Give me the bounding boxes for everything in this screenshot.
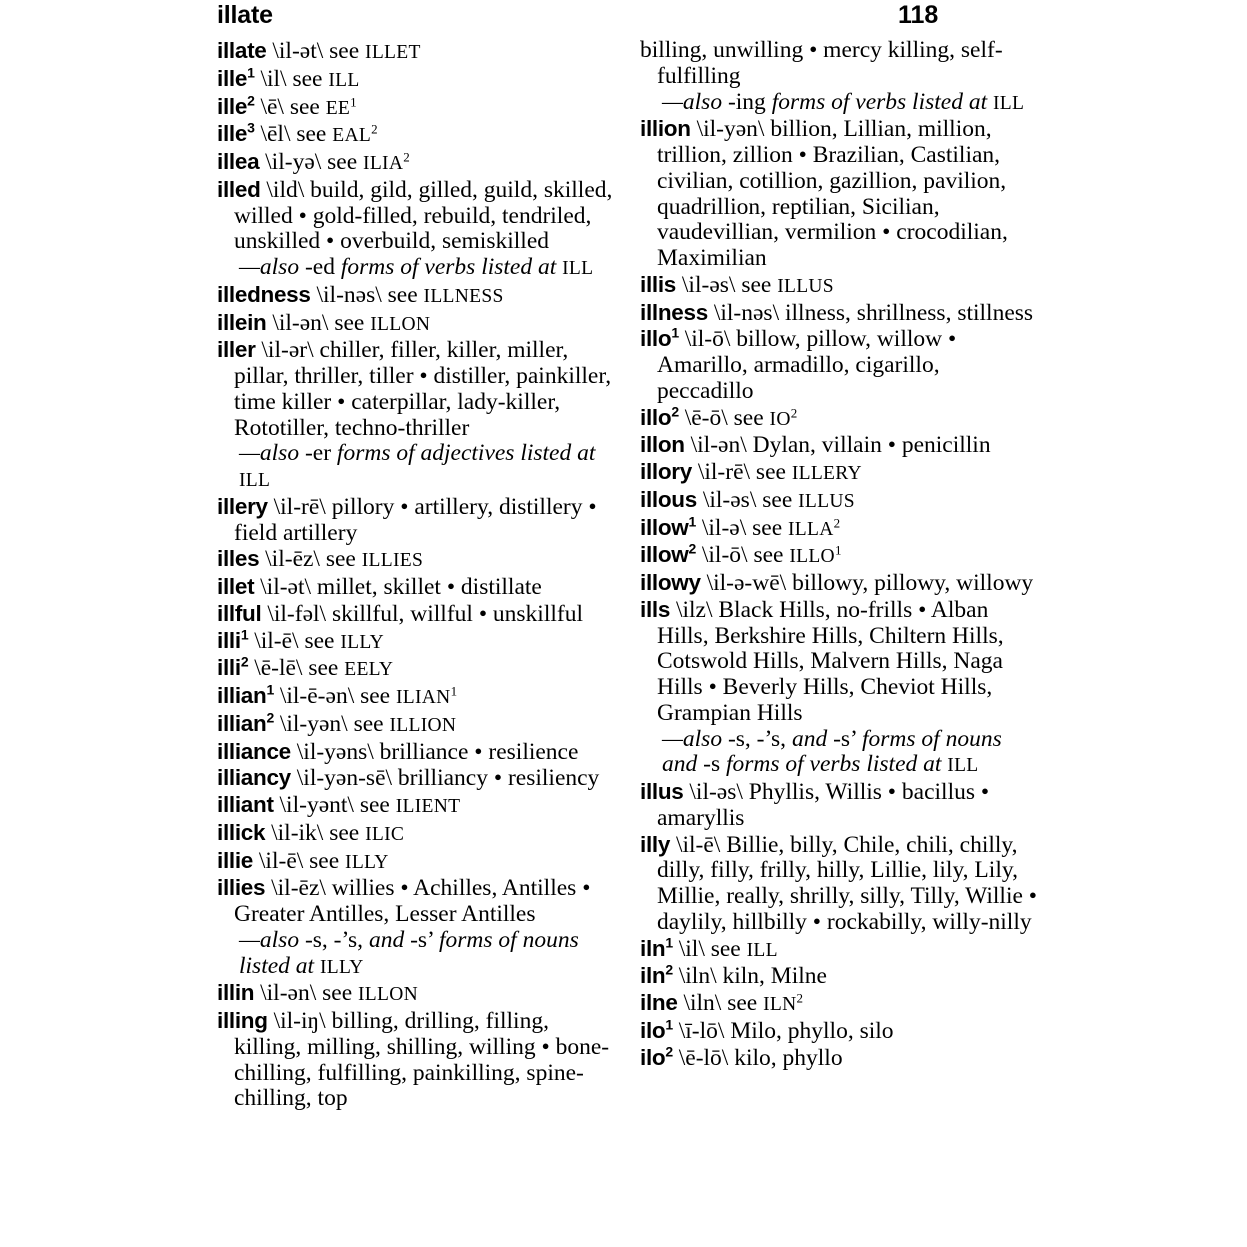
entry-headword: ille$^1$ [217,64,255,91]
dictionary-entry [217,875,617,980]
pronunciation: \il-fəl\ [267,600,327,627]
entry-headword: illiancy [217,765,291,791]
cross-reference[interactable]: EELY [344,659,394,681]
cross-reference[interactable]: ILL [239,470,271,491]
rhyme-list: skillful, willful • unskillful [326,600,584,627]
also-text: —also [662,88,728,115]
dictionary-entry: ille$^1$ \il\ see ILL [217,64,360,92]
also-note [239,441,617,494]
rhyme-list: kilo, phyllo [728,1044,843,1071]
headword-superscript: 2 [266,709,274,726]
rhyme-list: pillory • artillery, distillery • field artillery [234,493,597,546]
rhyme-list: billion, Lillian, million, trillion, zillion • Brazilian, Castilian, civilian, cotillion, gazillion, pavilion, quadrillion, reptilian, Sicilian, vaudevillian, vermilion • crocodilian, Maximilian [657,116,1008,271]
dictionary-entry [217,765,617,792]
column-left [217,38,617,1112]
headword-superscript: 3 [247,119,255,136]
cross-reference[interactable]: ILLERY [791,463,862,484]
pronunciation: \il-ən\ [260,980,317,1007]
dictionary-entry [640,116,1040,272]
dictionary-entry [640,300,1040,327]
pronunciation: \ē-lō\ [678,1044,729,1071]
pronunciation: \iln\ [678,963,717,990]
pronunciation: \il-ət\ [272,38,324,64]
cross-reference-superscript: 2 [833,515,841,530]
cross-reference[interactable]: ILLIES [361,550,424,572]
entry-headword: illian$^2$ [217,709,274,736]
headword-superscript: 1 [240,626,249,642]
rhyme-list: build, gild, gilled, guild, skilled, willed • gold-filled, rebuild, tendriled, unskilled • overbuild, semiskilled [234,176,613,255]
dictionary-entry: illes \il-ēz\ see ILLIES [217,546,424,573]
pronunciation: \iln\ [683,990,722,1016]
pronunciation: \ē\ [260,93,284,120]
also-note [662,90,1040,117]
pronunciation: \il-ō\ [684,326,731,353]
dictionary-entry: illi$^2$ \ē-lē\ see EELY [217,653,394,682]
pronunciation: \il-ə\ [701,514,747,541]
dictionary-entry [217,574,617,601]
dictionary-entry [640,432,1040,459]
dictionary-entry: illein \il-ən\ see ILLON [217,309,431,336]
headword-superscript: 2 [665,1043,673,1059]
rhyme-list: millet, skillet • distillate [311,574,542,600]
dictionary-entry: iln$^1$ \il\ see ILL [640,934,778,962]
entry-headword: illi$^2$ [217,653,249,681]
entry-headword: illis [640,271,677,297]
entry-headword: illed [217,176,261,202]
dictionary-entry [640,779,1040,832]
rhyme-list: chiller, filler, killer, miller, pillar, thriller, tiller • distiller, painkiller, time killer • caterpillar, lady-killer, Rototiller, techno-thriller [234,337,612,441]
dictionary-entry [217,1008,617,1112]
cross-reference[interactable]: ILLON [370,313,431,335]
cross-reference[interactable]: ILIA$^2$ [363,149,411,174]
cross-reference[interactable]: ILLY [319,956,364,978]
cross-reference[interactable]: $IO^2$ [769,405,798,430]
dictionary-entry [640,832,1040,936]
pronunciation: \il-yənt\ [279,792,354,818]
pronunciation: \il-əs\ [681,271,736,298]
also-note [662,727,1040,780]
dictionary-entry: illian$^1$ \il-ē-ən\ see ILIAN$^1$ [217,681,458,709]
rhyme-list: illness, shrillness, stillness [779,299,1034,326]
dictionary-entry [640,570,1040,597]
also-text: forms of nouns listed at [239,926,579,979]
cross-reference-superscript: 1 [834,542,842,558]
entry-headword: illow$^2$ [640,540,696,568]
pronunciation: \il-ē-ən\ [279,683,355,709]
cross-reference[interactable]: ILLO$^1$ [789,542,842,568]
entry-headword: iln$^1$ [640,934,673,961]
dictionary-entry: illedness \il-nəs\ see ILLNESS [217,281,504,308]
cross-reference[interactable]: ILIAN$^1$ [396,683,458,708]
also-text: forms of verbs listed at [725,751,948,778]
pronunciation: \il-nəs\ [713,299,780,326]
rhyme-list: billing, drilling, filling, killing, milling, shilling, willing • bone-chilling, fulfilling, painkilling, spine-chilling, top [234,1008,610,1112]
headword-superscript: 2 [247,92,255,108]
also-text: forms of adjectives listed at [336,440,596,467]
entry-headword: illin [217,980,255,1006]
cross-reference-superscript: 1 [350,94,357,109]
rhyme-list: Milo, phyllo, silo [724,1017,894,1044]
pronunciation: \il-ēz\ [271,875,326,902]
dictionary-entry: illick \il-ik\ see ILIC [217,819,405,846]
cross-reference[interactable]: ILL [562,258,594,279]
pronunciation: \il-ē\ [254,627,299,654]
rhyme-list: Black Hills, no-frills • Alban Hills, Berkshire Hills, Chiltern Hills, Cotswold Hills, Malvern Hills, Naga Hills • Beverly Hills, Cheviot Hills, Grampian Hills [657,596,1004,726]
entry-headword: illate [217,38,267,63]
entry-headword: illery [217,493,268,519]
dictionary-entry: ille$^2$ \ē\ see $EE^1$ [217,92,357,120]
entry-headword: illo$^1$ [640,324,679,352]
suffix-token: -s’ [833,725,862,752]
also-text: and [791,725,834,752]
dictionary-entry [640,963,1040,990]
dictionary-entry: illea \il-yə\ see ILIA$^2$ [217,149,411,175]
suffix-token: -ing [727,88,772,115]
dictionary-entry [217,739,617,766]
pronunciation: \il-yən-sē\ [296,765,393,792]
cross-reference[interactable]: ILL [746,939,778,961]
pronunciation: \il-rē\ [697,459,751,485]
entry-headword: ille$^3$ [217,119,255,147]
headword-superscript: 1 [266,681,274,698]
pronunciation: \il-ē\ [258,847,304,874]
pronunciation: \il-yə\ [265,149,322,175]
cross-reference[interactable]: ILLNESS [423,285,504,307]
cross-reference[interactable]: ILL [328,69,360,91]
entry-headword: illian$^1$ [217,681,274,708]
entry-headword: illness [640,299,708,325]
pronunciation: \il-ən\ [272,309,329,336]
entry-headword: illous [640,486,697,512]
pronunciation: \il-əs\ [702,486,757,513]
entry-headword: illi$^1$ [217,626,249,653]
pronunciation: \il-ē\ [675,831,721,858]
cross-reference[interactable]: ILIENT [395,796,461,817]
dictionary-entry [217,494,617,547]
cross-reference-superscript: 1 [450,683,458,699]
pronunciation: \il-yən\ [696,116,765,143]
pronunciation: \il-ik\ [271,819,324,846]
entry-headword: illet [217,574,255,599]
entry-headword: ille$^2$ [217,92,255,119]
pronunciation: \il-ēz\ [265,546,320,573]
entry-headword: illiant [217,792,274,817]
dictionary-entry: illow$^2$ \il-ō\ see ILLO$^1$ [640,540,842,569]
guide-word: illate [217,1,273,29]
cross-reference[interactable]: ILLON [358,984,418,1006]
also-note [239,255,617,282]
pronunciation: \il-əs\ [689,779,743,805]
dictionary-entry [640,1018,1040,1045]
cross-reference-superscript: 2 [796,990,804,1006]
cross-reference[interactable]: EAL$^2$ [332,121,378,147]
rhyme-list: Dylan, villain • penicillin [746,432,991,459]
dictionary-entry: illate \il-ət\ see ILLET [217,38,421,64]
pronunciation: \il-ət\ [260,574,312,600]
pronunciation: \ild\ [266,176,305,203]
entry-headword: illy [640,831,671,857]
entry-headword: illiance [217,738,291,764]
headword-superscript: 1 [665,934,673,950]
pronunciation: \ilz\ [675,596,713,623]
suffix-token: -er [304,440,337,467]
dictionary-entry: illian$^2$ \il-yən\ see ILLION [217,709,457,737]
cross-reference-superscript: 2 [790,405,798,420]
headword-superscript: 1 [688,513,696,529]
pronunciation: \il-yəns\ [296,738,374,765]
rhyme-list: brilliance • resilience [373,738,579,765]
cross-reference[interactable]: ILLET [365,42,421,63]
rhyme-list: kiln, Milne [716,963,827,990]
entry-headword: ilne [640,990,678,1015]
dictionary-entry: illie \il-ē\ see ILLY [217,847,389,874]
rhyme-list: Phyllis, Willis • bacillus • amaryllis [657,779,990,831]
dictionary-entry [640,326,1040,404]
entry-headword: ilo$^2$ [640,1043,673,1070]
entry-headword: illea [217,149,260,174]
dictionary-entry: illo$^2$ \ē-ō\ see $IO^2$ [640,403,798,431]
headword-superscript: 1 [665,1016,673,1033]
cross-reference[interactable]: ILLA$^2$ [788,515,841,540]
entry-headword: iller [217,337,256,363]
entry-headword: iln$^2$ [640,961,673,989]
entry-headword: illick [217,819,266,845]
entry-headword: illon [640,432,685,458]
pronunciation: \il-iŋ\ [273,1008,326,1034]
also-text: forms of verbs listed at [340,254,563,280]
dictionary-entry [217,601,617,628]
running-head [0,0,1247,34]
suffix-token: -s [703,751,726,778]
rhyme-list: billing, unwilling • mercy killing, self-fulfilling [640,37,1003,89]
entry-headword: illion [640,116,691,142]
pronunciation: \ē-ō\ [684,404,728,431]
pronunciation: \ī-lō\ [678,1017,725,1044]
cross-reference[interactable]: ILIC [365,823,405,845]
headword-superscript: 1 [671,324,679,341]
entry-continuation [640,38,1040,116]
entry-headword: illes [217,546,260,572]
also-text: and [368,926,411,953]
dictionary-entry: ilne \iln\ see ILN$^2$ [640,990,804,1016]
dictionary-entry [640,1045,1040,1072]
cross-reference[interactable]: ILL [992,92,1025,114]
pronunciation: \il-ə-wē\ [706,570,787,596]
dictionary-entry: illiant \il-yənt\ see ILIENT [217,792,461,818]
dictionary-entry: illory \il-rē\ see ILLERY [640,459,862,485]
cross-reference[interactable]: ILLION [389,714,457,736]
suffix-token: -s, -’s, [727,725,792,752]
headword-superscript: 2 [240,653,249,670]
suffix-token: -ed [304,254,341,280]
cross-reference[interactable]: ILL [947,755,979,777]
rhyme-list: Billie, billy, Chile, chili, chilly, dilly, filly, frilly, hilly, Lillie, lily, Lily, Millie, really, shrilly, silly, Tilly, Willie • daylily, hillbilly • rockabilly, willy-nilly [657,831,1038,935]
dictionary-entry: illow$^1$ \il-ə\ see ILLA$^2$ [640,513,841,541]
pronunciation: \ē-lē\ [254,655,303,682]
page-number: 118 [898,1,939,29]
dictionary-entry [217,177,617,282]
entry-headword: illful [217,600,262,626]
entry-headword: illie [217,847,254,873]
pronunciation: \il\ [678,935,705,962]
pronunciation: \il-nəs\ [316,281,382,308]
headword-superscript: 2 [671,403,679,419]
dictionary-entry: illous \il-əs\ see ILLUS [640,486,855,513]
pronunciation: \il-ō\ [701,542,748,569]
dictionary-entry [217,337,617,494]
entry-headword: illing [217,1008,268,1033]
dictionary-entry: illis \il-əs\ see ILLUS [640,271,834,298]
rhyme-list: billowy, pillowy, willowy [786,570,1034,596]
pronunciation: \il-yən\ [279,710,348,737]
suffix-token: -s, -’s, [304,926,369,953]
cross-reference-superscript: 2 [371,121,378,137]
pronunciation: \il-ər\ [261,337,314,364]
also-note [239,928,617,981]
also-text: —also [662,725,728,752]
cross-reference[interactable]: ILLUS [777,275,834,297]
suffix-token: -s’ [410,926,439,953]
entry-headword: illow$^1$ [640,513,696,540]
cross-reference-superscript: 2 [403,149,411,165]
pronunciation: \il-ən\ [690,432,747,459]
entry-headword: illory [640,459,692,484]
headword-superscript: 2 [665,961,673,978]
entry-headword: illowy [640,570,701,595]
entry-headword: ills [640,596,671,622]
also-text: —also [239,254,305,280]
also-text: —also [239,926,305,953]
cross-reference[interactable]: ILLY [340,631,384,653]
entry-headword: illo$^2$ [640,403,679,430]
entry-headword: illein [217,309,267,335]
entry-headword: illedness [217,281,311,307]
dictionary-entry: ille$^3$ \ēl\ see EAL$^2$ [217,119,378,148]
pronunciation: \il-rē\ [273,493,326,520]
rhyme-list: willies • Achilles, Antilles • Greater Antilles, Lesser Antilles [234,875,591,927]
cross-reference[interactable]: ILLY [345,851,389,873]
entry-headword: illus [640,779,684,804]
also-text: forms of nouns and [662,725,1002,778]
rhyme-list: billow, pillow, willow • Amarillo, armadillo, cigarillo, peccadillo [657,326,957,404]
entry-headword: ilo$^1$ [640,1016,673,1043]
entry-headword: illies [217,875,266,901]
dictionary-entry: illi$^1$ \il-ē\ see ILLY [217,626,384,654]
pronunciation: \il\ [260,65,287,92]
rhyme-list: brilliancy • resiliency [392,765,600,792]
dictionary-entry [640,597,1040,779]
dictionary-entry: illin \il-ən\ see ILLON [217,980,418,1007]
cross-reference[interactable]: ILN$^2$ [763,990,804,1015]
headword-superscript: 2 [688,540,696,557]
pronunciation: \ēl\ [260,121,291,148]
headword-superscript: 1 [247,64,255,81]
also-text: forms of verbs listed at [771,88,993,115]
cross-reference[interactable]: $EE^1$ [325,94,357,119]
cross-reference[interactable]: ILLUS [798,490,855,512]
also-text: —also [239,440,305,467]
column-right [640,38,1040,1071]
